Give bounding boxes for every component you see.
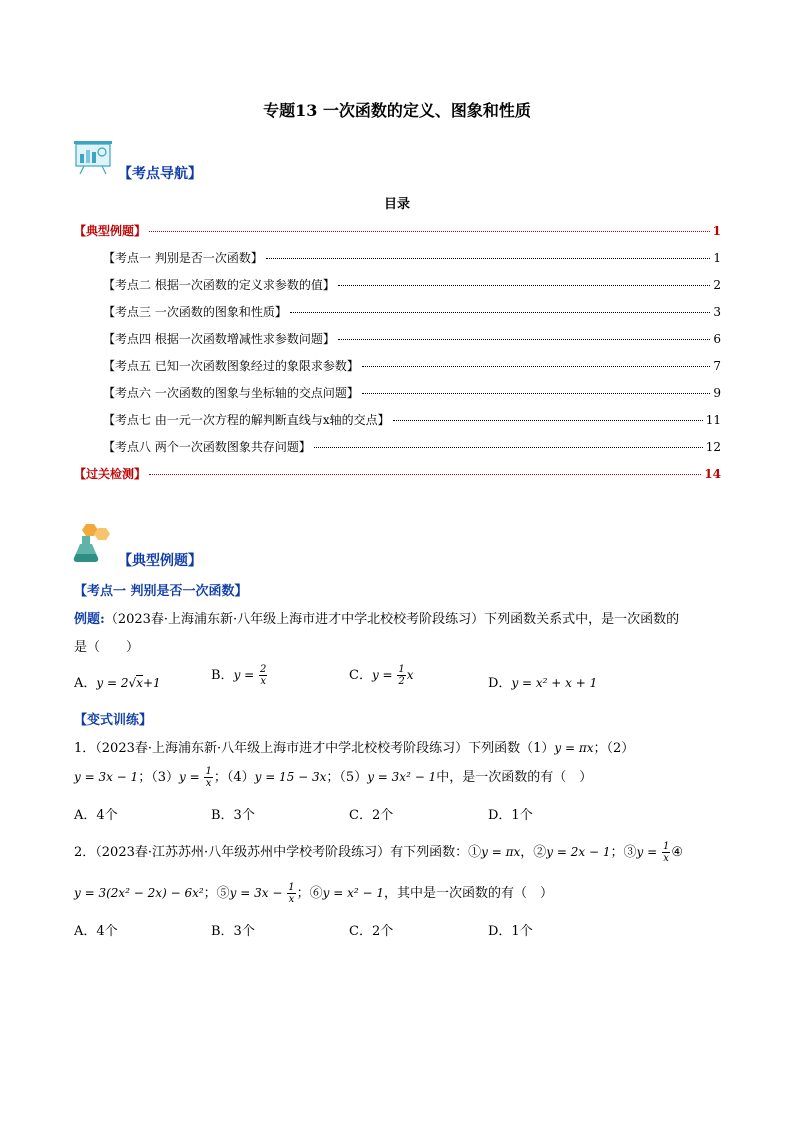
presentation-board-icon: [74, 140, 116, 176]
q2-option-b[interactable]: B．3个: [211, 924, 255, 939]
variant-header: 【变式训练】: [74, 713, 153, 728]
toc-item[interactable]: 【考点二 根据一次函数的定义求参数的值】 2: [103, 278, 721, 292]
toc-item[interactable]: 【考点六 一次函数的图象与坐标轴的交点问题】 9: [103, 386, 721, 400]
toc-item[interactable]: 【考点三 一次函数的图象和性质】 3: [103, 305, 721, 319]
example-question-cont: 是（ ）: [74, 640, 140, 655]
q2-option-c[interactable]: C．2个: [349, 924, 394, 939]
q1-option-d[interactable]: D．1个: [488, 808, 533, 823]
example-option-d[interactable]: D．y = x² + x + 1: [488, 676, 598, 691]
q2-option-d[interactable]: D．1个: [488, 924, 533, 939]
toc-item[interactable]: 【考点八 两个一次函数图象共存问题】 12: [103, 440, 721, 454]
toc-item[interactable]: 【考点五 已知一次函数图象经过的象限求参数】 7: [103, 359, 721, 373]
example-option-b[interactable]: B．y = $\frac{2}{x}$: [211, 664, 267, 687]
example-question: 例题:（2023春·上海浦东新·八年级上海市进才中学北校校考阶段练习）下列函数关系式中，是一次函数的: [74, 612, 680, 627]
flask-icon: [72, 522, 114, 564]
q2-option-a[interactable]: A．4个: [74, 924, 118, 939]
q2-line2: y = 3(2x² − 2x) − 6x²；⑤y = 3x − $\frac{1}{x}$ ；⑥y = x² − 1，其中是一次函数的有（ ）: [74, 882, 553, 905]
toc-item[interactable]: 【过关检测】 14: [74, 467, 721, 481]
page-title: 专题13 一次函数的定义、图象和性质: [263, 101, 531, 120]
kaodian-1: 【考点一 判别是否一次函数】: [74, 584, 248, 599]
toc-item[interactable]: 【典型例题】 1: [74, 224, 721, 238]
nav-header: 【考点导航】: [118, 166, 202, 182]
q1-option-a[interactable]: A．4个: [74, 808, 118, 823]
toc-item[interactable]: 【考点一 判别是否一次函数】 1: [103, 251, 721, 265]
toc-title: 目录: [383, 197, 410, 212]
q2-line1: 2．（2023春·江苏苏州·八年级苏州中学校考阶段练习）有下列函数：①y = πx，②y = 2x − 1；③y = $\frac{1}{x}$ ④: [74, 841, 683, 864]
q1-option-c[interactable]: C．2个: [349, 808, 394, 823]
toc-item[interactable]: 【考点七 由一元一次方程的解判断直线与x轴的交点】 11: [103, 413, 721, 427]
section-examples: 【典型例题】: [118, 553, 202, 569]
q1-line2: y = 3x − 1；（3）y = $\frac{1}{x}$ ；（4）y = 15 − 3x；（5）y = 3x² − 1中，是一次函数的有（ ）: [74, 766, 593, 789]
q1-option-b[interactable]: B．3个: [211, 808, 255, 823]
q1-line1: 1．（2023春·上海浦东新·八年级上海市进才中学北校校考阶段练习）下列函数（1）y = πx；（2）: [74, 741, 635, 756]
example-option-a[interactable]: A．y = 2√x+1: [74, 676, 161, 691]
toc-item[interactable]: 【考点四 根据一次函数增减性求参数问题】 6: [103, 332, 721, 346]
example-option-c[interactable]: C．y = $\frac{1}{2}$ x: [349, 664, 414, 687]
